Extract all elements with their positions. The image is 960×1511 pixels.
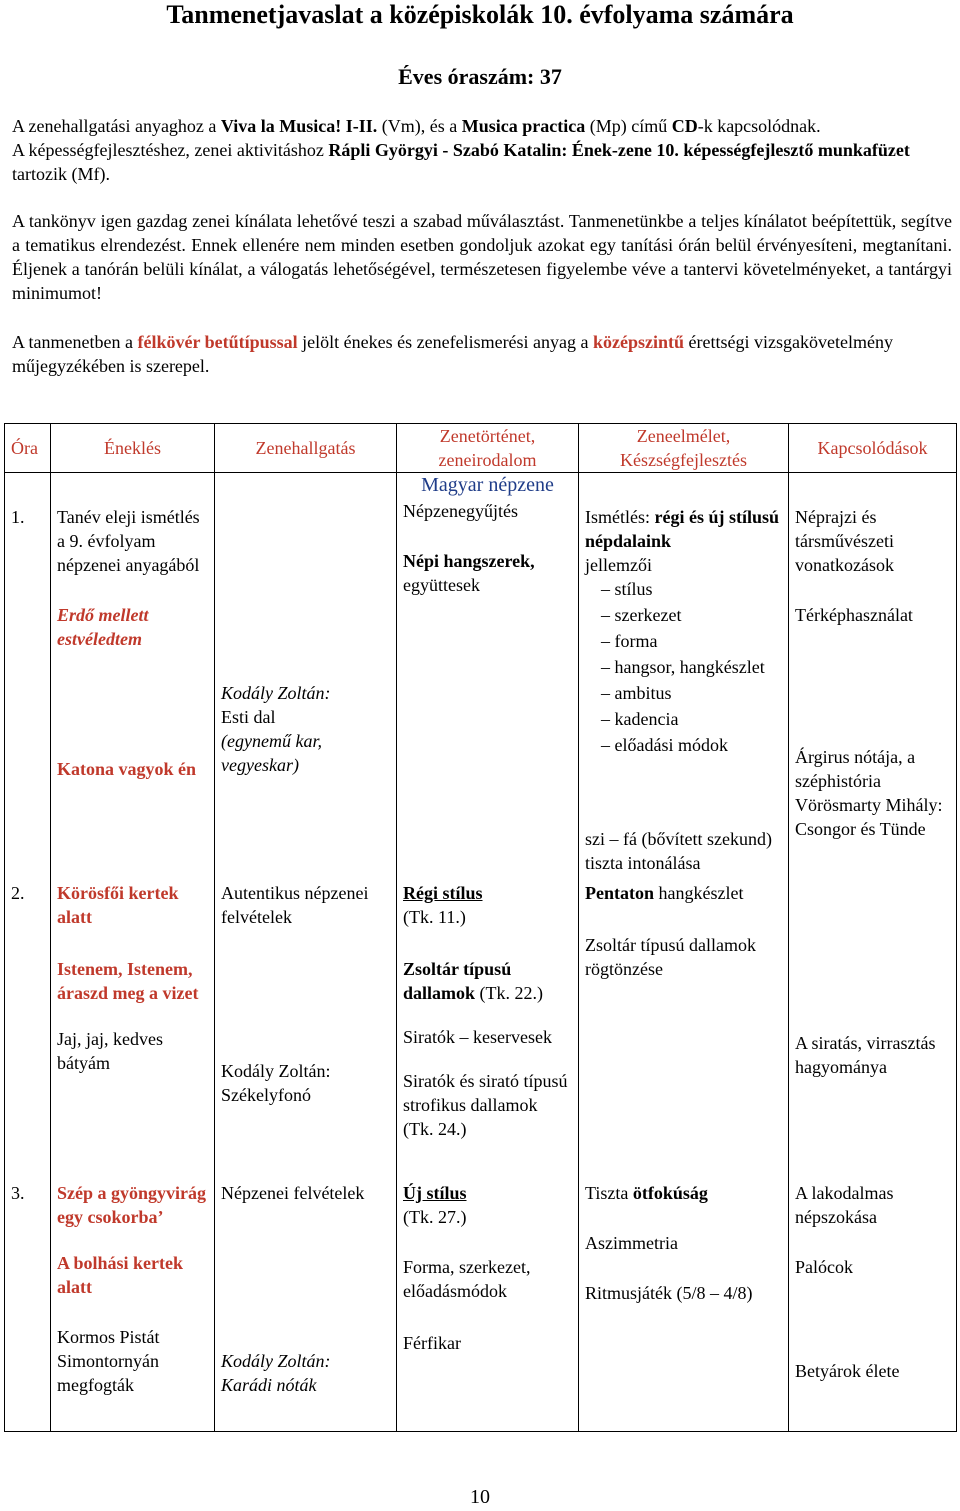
hour-number: 3. [11, 1183, 25, 1203]
header-hour: Óra [5, 424, 51, 473]
theory-item: – hangsor, hangkészlet [601, 657, 765, 677]
header-listening: Zenehallgatás [215, 424, 397, 473]
song-title: Istenem, Istenem, áraszd meg a vizet [57, 959, 199, 1003]
song-title: A bolhási kertek alatt [57, 1253, 184, 1297]
intro-paragraph-2: A tankönyv igen gazdag zenei kínálata lehetővé teszi a szabad műválasztást. Tanmenetünkbe a teljes kínálatot beépítettük, segítve a tematikus elrendezést. Ennek ellenére nem minden esetben gondoljuk azokat egy tanítási órán belül érvényesíteni, megtanítani. Éljenek a tanórán belüli kínálat, a válogatás lehetőségével, természetesen figyelembe véve a tantervi követelményeket, a tantárgyi minimumot! [12, 211, 952, 303]
intro-text: (Mp) című [585, 116, 672, 136]
song-title: Szép a gyöngyvirág egy csokorba’ [57, 1183, 207, 1227]
connection-topic: Betyárok élete [795, 1361, 900, 1381]
annual-hours: Éves óraszám: 37 [398, 64, 562, 89]
listening-composer: Kodály Zoltán: [221, 683, 331, 703]
listening-work: Autentikus népzenei felvételek [221, 883, 369, 927]
theory-item: – szerkezet [601, 605, 682, 625]
intro-text: -k kapcsolódnak. [697, 116, 821, 136]
intro-text: tartozik (Mf). [12, 164, 110, 184]
intro-text: A zenehallgatási anyaghoz a [12, 116, 221, 136]
listening-composer: Kodály Zoltán: [221, 1351, 331, 1371]
listening-work: Székelyfonó [221, 1085, 311, 1105]
theory-topic: szi – fá (bővített szekund) tiszta intonálása [585, 829, 772, 873]
hour-number: 2. [11, 883, 25, 903]
listening-work: Karádi nóták [221, 1375, 317, 1395]
listening-note: (egynemű kar, vegyeskar) [221, 731, 322, 775]
theory-text: hangkészlet [654, 883, 744, 903]
connection-topic: Vörösmarty Mihály: Csongor és Tünde [795, 795, 943, 839]
history-topic: Férfikar [403, 1333, 461, 1353]
header-history: Zenetörténet, zeneirodalom [397, 424, 579, 473]
document-title: Tanmenetjavaslat a középiskolák 10. évfolyama számára [166, 0, 794, 29]
connection-topic: A lakodalmas népszokása [795, 1183, 894, 1227]
history-topic: Siratók – keservesek [403, 1027, 552, 1047]
table-row [5, 473, 957, 876]
song-title: Jaj, jaj, kedves bátyám [57, 1029, 163, 1073]
intro-text: A tanmenetben a [12, 332, 138, 352]
intro-text: (Vm), és a [377, 116, 462, 136]
history-topic: Népi hangszerek, [403, 551, 535, 571]
intro-paragraph-3 [12, 330, 952, 378]
song-title: Erdő mellett estvéledtem [57, 605, 149, 649]
intro-text: A képességfejlesztéshez, zenei aktivitáshoz [12, 140, 329, 160]
history-topic: Forma, szerkezet, előadásmódok [403, 1257, 531, 1301]
history-bold: Zsoltár típusú dallamok [403, 959, 512, 1003]
history-topic [403, 957, 572, 1005]
theory-topic [585, 881, 782, 905]
intro-text: érettségi vizsgakövetelmény műjegyzékében is szerepel. [12, 332, 893, 376]
connection-topic: Néprajzi és társművészeti vonatkozások [795, 507, 894, 575]
theory-item: – ambitus [601, 683, 672, 703]
connection-topic: Árgirus nótája, a széphistória [795, 747, 916, 791]
cd-label: CD [671, 116, 698, 136]
history-topic: Új stílus [403, 1183, 467, 1203]
listening-work: Esti dal [221, 707, 276, 727]
theory-label: Ismétlés: [585, 507, 655, 527]
level-highlight: középszintű [593, 332, 685, 352]
listening-composer: Kodály Zoltán: [221, 1061, 331, 1081]
listening-work: Népzenei felvételek [221, 1183, 365, 1203]
theory-topic: Zsoltár típusú dallamok rögtönzése [585, 935, 756, 979]
curriculum-table [4, 423, 957, 1432]
header-singing: Éneklés [51, 424, 215, 473]
header-theory: Zeneelmélet, Készségfejlesztés [579, 424, 789, 473]
table-row [5, 1179, 957, 1432]
theory-item: – előadási módok [601, 735, 728, 755]
theory-item: – kadencia [601, 709, 679, 729]
singing-intro: Tanév eleji ismétlés a 9. évfolyam népzenei anyagából [57, 507, 200, 575]
workbook-title: Rápli Györgyi - Szabó Katalin: Ének-zene 10. képességfejlesztő munkafüzet [328, 140, 910, 160]
page-number: 10 [470, 1486, 490, 1508]
theory-text: Tiszta [585, 1183, 633, 1203]
table-row [5, 875, 957, 1179]
theory-bold: Pentaton [585, 883, 654, 903]
song-title: Körösfői kertek alatt [57, 883, 179, 927]
table-header-row [5, 424, 957, 473]
book-title: Viva la Musica! I-II. [220, 116, 378, 136]
header-connections: Kapcsolódások [789, 424, 957, 473]
history-ref: (Tk. 22.) [475, 983, 544, 1003]
theory-topic: Ritmusjáték (5/8 – 4/8) [585, 1283, 753, 1303]
intro-text: jelölt énekes és zenefelismerési anyag a [297, 332, 594, 352]
theory-bold: régi és új stílusú népdalaink [585, 507, 780, 551]
song-title: Katona vagyok én [57, 759, 197, 779]
theory-item: – forma [601, 631, 658, 651]
song-title: Kormos Pistát Simontornyán megfogták [57, 1327, 160, 1395]
theory-bold: ötfokúság [632, 1183, 708, 1203]
history-topic: Népzenegyűjtés [403, 501, 518, 521]
history-ref: (Tk. 11.) [403, 907, 466, 927]
connection-topic: Térképhasználat [795, 605, 913, 625]
theory-topic [585, 505, 782, 553]
section-title: Magyar népzene [421, 474, 554, 496]
theory-topic [585, 1181, 782, 1205]
hour-number: 1. [11, 507, 25, 527]
history-topic: Régi stílus [403, 883, 483, 903]
connection-topic: A siratás, virrasztás hagyománya [795, 1033, 936, 1077]
book-title: Musica practica [461, 116, 586, 136]
intro-paragraph-1 [12, 114, 952, 186]
theory-item: – stílus [601, 579, 653, 599]
theory-topic: jellemzői [585, 555, 652, 575]
history-ref: (Tk. 27.) [403, 1207, 467, 1227]
bold-highlight: félkövér betűtípussal [137, 332, 298, 352]
history-topic: együttesek [403, 575, 480, 595]
history-topic: Siratók és sirató típusú strofikus dallamok (Tk. 24.) [403, 1071, 568, 1139]
connection-topic: Palócok [795, 1257, 853, 1277]
theory-topic: Aszimmetria [585, 1233, 678, 1253]
